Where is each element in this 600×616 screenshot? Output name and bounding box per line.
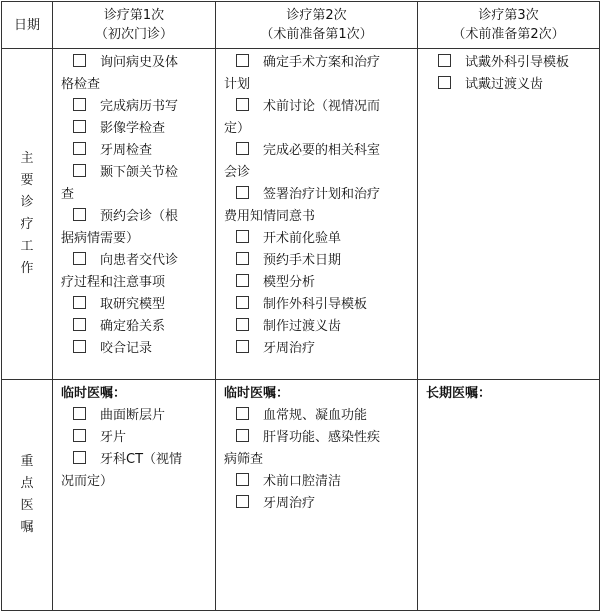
checklist-item [61, 449, 209, 471]
checklist-item-text: 牙科CT（视情 [100, 452, 183, 467]
checklist-item-continuation: 计划 [224, 77, 251, 92]
checklist-item-continuation: 疗过程和注意事项 [61, 275, 166, 290]
checkbox[interactable] [236, 252, 249, 265]
checklist-item-text: 开术前化验单 [263, 231, 342, 246]
checklist-item-text: 制作过渡义齿 [263, 319, 342, 334]
checklist-item-text: 术前口腔清洁 [263, 474, 342, 489]
checklist-item [224, 96, 411, 118]
visit3-subtitle: （术前准备第2次） [452, 27, 565, 42]
checklist-item-text: 颞下颌关节检 [100, 165, 179, 180]
main-work-label [2, 49, 53, 380]
side-label-char: 点 [20, 476, 34, 491]
side-label-char: 疗 [20, 217, 34, 232]
visit1-title: 诊疗第1次 [103, 8, 165, 23]
checklist-item-text: 确定手术方案和治疗 [263, 55, 381, 70]
visit3-orders-head: 长期医嘱： [426, 386, 492, 401]
checklist-item [61, 52, 209, 74]
checkbox[interactable] [236, 186, 249, 199]
visit3-title: 诊疗第3次 [478, 8, 539, 23]
checkbox[interactable] [73, 164, 86, 177]
checkbox[interactable] [236, 54, 249, 67]
checklist-item-text: 预约会诊（根 [100, 209, 179, 224]
checkbox[interactable] [73, 98, 86, 111]
checklist-item [224, 250, 411, 272]
checklist-item-text: 曲面断层片 [100, 408, 166, 423]
checkbox[interactable] [73, 407, 86, 420]
side-label-char: 嘱 [20, 520, 34, 535]
side-label-char: 重 [20, 454, 34, 469]
checklist-item [224, 272, 411, 294]
checkbox[interactable] [73, 142, 86, 155]
checklist-item-continuation: 据病情需要） [61, 231, 140, 246]
checklist-item [61, 96, 209, 118]
checklist-item [224, 405, 411, 427]
checkbox[interactable] [236, 473, 249, 486]
orders-row [2, 380, 600, 611]
visit2-title: 诊疗第2次 [286, 8, 347, 23]
checkbox[interactable] [236, 429, 249, 442]
checklist-item-text: 向患者交代诊 [100, 253, 179, 268]
visit2-work-cell [216, 49, 418, 380]
checklist-item-text: 制作外科引导模板 [263, 297, 368, 312]
visit1-header [53, 2, 216, 49]
checklist-item-text: 牙周治疗 [263, 341, 316, 356]
checklist-item [224, 184, 411, 206]
checklist-item [224, 294, 411, 316]
checklist-item [61, 294, 209, 316]
visit3-orders-cell [418, 380, 600, 611]
checklist-item [61, 316, 209, 338]
checklist-item-text: 牙片 [100, 430, 127, 445]
checkbox[interactable] [236, 340, 249, 353]
side-label-char: 医 [20, 498, 34, 513]
checklist-item-text: 取研究模型 [100, 297, 166, 312]
checkbox[interactable] [438, 54, 451, 67]
checkbox[interactable] [236, 274, 249, 287]
checkbox[interactable] [236, 296, 249, 309]
checkbox[interactable] [236, 98, 249, 111]
checklist-item-text: 血常规、凝血功能 [263, 408, 368, 423]
checkbox[interactable] [73, 318, 86, 331]
header-row [2, 2, 600, 49]
checklist-item-continuation: 会诊 [224, 165, 251, 180]
date-header: 日期 [2, 2, 53, 49]
checkbox[interactable] [73, 208, 86, 221]
main-work-row [2, 49, 600, 380]
checklist-item-text: 试戴过渡义齿 [465, 77, 544, 92]
visit2-orders-cell [216, 380, 418, 611]
visit2-orders-head: 临时医嘱： [224, 386, 290, 401]
checkbox[interactable] [73, 429, 86, 442]
checklist-item [224, 427, 411, 449]
checkbox[interactable] [236, 407, 249, 420]
orders-label [2, 380, 53, 611]
checklist-item-continuation: 病筛查 [224, 452, 264, 467]
checkbox[interactable] [236, 495, 249, 508]
checklist-item [61, 162, 209, 184]
visit3-header [418, 2, 600, 49]
checkbox[interactable] [73, 451, 86, 464]
visit1-subtitle: （初次门诊） [94, 27, 173, 42]
checkbox[interactable] [73, 120, 86, 133]
checklist-item-text: 牙周检查 [100, 143, 153, 158]
visit1-orders-cell [53, 380, 216, 611]
checklist-item-continuation: 查 [61, 187, 75, 202]
visit2-subtitle: （术前准备第1次） [260, 27, 373, 42]
checklist-item-text: 预约手术日期 [263, 253, 342, 268]
checklist-item-text: 影像学检查 [100, 121, 166, 136]
side-label-char: 主 [20, 151, 34, 166]
side-label-char: 作 [20, 261, 34, 276]
checklist-item [224, 493, 411, 515]
checklist-item [426, 74, 593, 96]
checklist-item-text: 牙周治疗 [263, 496, 316, 511]
checklist-item-continuation: 况而定） [61, 474, 114, 489]
checklist-item [224, 228, 411, 250]
checklist-item [224, 338, 411, 360]
checklist-item-text: 确定𬌗关系 [100, 319, 166, 334]
checklist-item [224, 140, 411, 162]
checklist-item-text: 咬合记录 [100, 341, 153, 356]
checklist-item-text: 术前讨论（视情况而 [263, 99, 381, 114]
checkbox[interactable] [438, 76, 451, 89]
checklist-item-text: 询问病史及体 [100, 55, 179, 70]
checklist-item-continuation: 定） [224, 121, 251, 136]
checklist-item [61, 250, 209, 272]
side-label-char: 要 [20, 173, 34, 188]
checklist-item-text: 试戴外科引导模板 [465, 55, 570, 70]
visit2-header [216, 2, 418, 49]
checklist-item-continuation: 格检查 [61, 77, 101, 92]
checklist-item-text: 肝肾功能、感染性疾 [263, 430, 381, 445]
checkbox[interactable] [73, 296, 86, 309]
visit3-work-cell [418, 49, 600, 380]
checklist-item [61, 427, 209, 449]
side-label-char: 诊 [20, 195, 34, 210]
visit1-orders-head: 临时医嘱： [61, 386, 127, 401]
clinical-pathway-table [1, 1, 600, 611]
checklist-item [61, 338, 209, 360]
checklist-item [224, 52, 411, 74]
checklist-item-text: 完成病历书写 [100, 99, 179, 114]
checklist-item [224, 316, 411, 338]
checklist-item-text: 签署治疗计划和治疗 [263, 187, 381, 202]
visit1-work-cell [53, 49, 216, 380]
checkbox[interactable] [236, 318, 249, 331]
checkbox[interactable] [73, 252, 86, 265]
side-label-char: 工 [20, 239, 34, 254]
checklist-item-continuation: 费用知情同意书 [224, 209, 316, 224]
checkbox[interactable] [73, 54, 86, 67]
checklist-item-text: 完成必要的相关科室 [263, 143, 381, 158]
checklist-item [61, 140, 209, 162]
checkbox[interactable] [73, 340, 86, 353]
checkbox[interactable] [236, 142, 249, 155]
checklist-item [61, 405, 209, 427]
checklist-item [61, 118, 209, 140]
checklist-item-text: 模型分析 [263, 275, 316, 290]
checkbox[interactable] [236, 230, 249, 243]
checklist-item [426, 52, 593, 74]
checklist-item [61, 206, 209, 228]
checklist-item [224, 471, 411, 493]
